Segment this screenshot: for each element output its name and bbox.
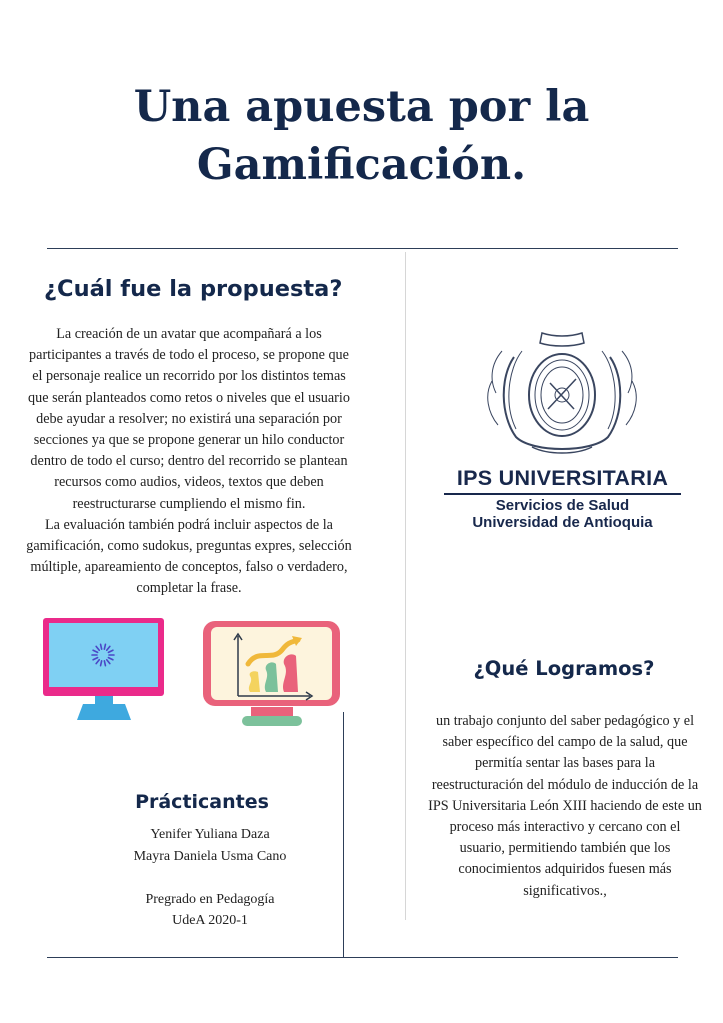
top-divider <box>47 248 678 249</box>
page-title <box>0 78 723 194</box>
paragraph-line: debe ayudar a resolver; no existirá una separación por <box>36 410 342 427</box>
paragraph-line: secciones ya que se propone generar un hilo conductor <box>33 432 345 449</box>
spinner-tick <box>104 644 105 649</box>
paragraph-line: completar la frase. <box>136 580 242 597</box>
university-seal-icon <box>440 330 685 460</box>
column-divider <box>405 252 406 920</box>
paragraph-line: que serán planteados como retos o niveles que el usuario <box>28 389 350 406</box>
paragraph-line: múltiple, apareamiento de conceptos, falso o verdadero, <box>30 559 348 576</box>
logo-title: IPS UNIVERSITARIA <box>456 466 669 490</box>
ips-universitaria-logo <box>440 330 685 531</box>
logo-subtitle: Servicios de Salud <box>495 497 630 514</box>
paragraph-line: permitía sentar las bases para la <box>474 755 656 772</box>
credits-divider <box>343 712 344 957</box>
paragraph-line: gamificación, como sudokus, preguntas expres, selección <box>26 538 352 555</box>
credit-line: Mayra Daniela Usma Cano <box>133 848 287 864</box>
paragraph-line: reestructuración del módulo de inducción de la <box>431 776 699 793</box>
computer-loading-icon <box>43 618 166 721</box>
paragraph-line: significativos., <box>523 882 607 899</box>
spinner-tick <box>101 644 102 649</box>
results-heading: ¿Qué Logramos? <box>473 657 655 680</box>
paragraph-line: participantes a través de todo el proceso, se propone que <box>29 347 349 364</box>
proposal-heading: ¿Cuál fue la propuesta? <box>44 276 343 302</box>
logo-institution: Universidad de Antioquia <box>472 514 653 531</box>
paragraph-line: un trabajo conjunto del saber pedagógico y el <box>435 713 695 729</box>
paragraph-line: usuario, permitiendo también que los <box>459 840 671 857</box>
paragraph-line: proceso más interactivo y cercano con el <box>449 819 681 836</box>
credits-list <box>90 824 330 932</box>
spinner-tick <box>101 661 102 666</box>
paragraph-line: dentro de todo el curso; dentro del recorrido se plantean <box>30 453 348 470</box>
results-paragraph <box>410 711 720 902</box>
paragraph-line: IPS Universitaria León XIII haciendo de este un <box>428 797 702 814</box>
paragraph-line: La creación de un avatar que acompañará a los <box>56 326 322 342</box>
paragraph-line: recursos como audios, videos, textos que deben <box>54 474 324 491</box>
credit-line <box>90 867 330 889</box>
paragraph-line: conocimientos adquiridos fuesen más <box>458 861 672 878</box>
credits-heading: Prácticantes <box>135 791 269 813</box>
paragraph-line: reestructurarse cumpliendo el mismo fin. <box>72 495 306 512</box>
credit-line: Pregrado en Pedagogía <box>145 891 275 907</box>
computer-chart-icon <box>202 620 344 730</box>
credit-line: UdeA 2020-1 <box>172 913 248 928</box>
paragraph-line: La evaluación también podrá incluir aspectos de la <box>45 516 333 533</box>
page-title-line-1: Una apuesta por la <box>133 82 590 132</box>
bottom-divider <box>47 957 678 958</box>
spinner-tick <box>104 661 105 666</box>
credit-line: Yenifer Yuliana Daza <box>150 827 270 842</box>
paragraph-line: el personaje realice un recorrido por los distintos temas <box>32 368 346 385</box>
proposal-paragraph <box>8 324 370 600</box>
paragraph-line: saber específico del campo de la salud, que <box>442 734 688 751</box>
logo-rule <box>444 493 681 495</box>
page-title-line-2: Gamificación. <box>196 140 527 190</box>
